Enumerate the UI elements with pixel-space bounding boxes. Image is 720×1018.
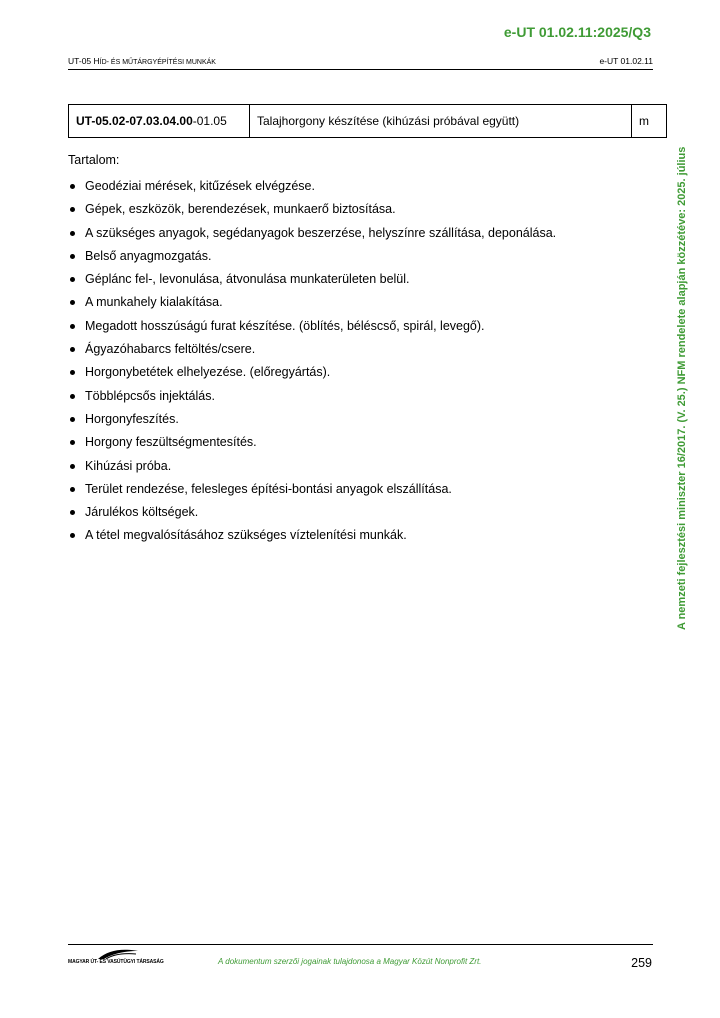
content-label: Tartalom:: [68, 153, 120, 167]
item-table: [68, 104, 667, 138]
list-item: Járulékos költségek.: [68, 503, 658, 526]
page-number: 259: [631, 956, 652, 970]
publication-note: A nemzeti fejlesztési miniszter 16/2017. (V. 25.) NFM rendelete alapján közzétéve: 2025. július: [676, 146, 688, 630]
item-unit: m: [632, 105, 667, 138]
item-code-cell: [69, 105, 250, 138]
list-item: Geodéziai mérések, kitűzések elvégzése.: [68, 177, 658, 200]
document-code: e-UT 01.02.11:2025/Q3: [503, 24, 651, 40]
list-item: Gépek, eszközök, berendezések, munkaerő biztosítása.: [68, 200, 658, 223]
list-item: Ágyazóhabarcs feltöltés/csere.: [68, 340, 658, 363]
item-description: Talajhorgony készítése (kihúzási próbával együtt): [250, 105, 632, 138]
list-item: Horgonyfeszítés.: [68, 410, 658, 433]
list-item: Megadott hosszúságú furat készítése. (öblítés, béléscső, spirál, levegő).: [68, 317, 658, 340]
list-item: Belső anyagmozgatás.: [68, 247, 658, 270]
footer-divider: [68, 944, 653, 945]
list-item: Kihúzási próba.: [68, 457, 658, 480]
header-doc-ref: e-UT 01.02.11: [599, 56, 653, 66]
society-logo: [68, 948, 168, 970]
list-item: A munkahely kialakítása.: [68, 293, 658, 316]
list-item: Többlépcsős injektálás.: [68, 387, 658, 410]
chapter-title-prefix: UT-05 H: [68, 56, 100, 66]
item-row: [69, 105, 667, 138]
item-code-suffix: -01.05: [192, 114, 227, 128]
chapter-title-rest: ÍD- ÉS MŰTÁRGYÉPÍTÉSI MUNKÁK: [99, 59, 216, 66]
content-list: [68, 177, 658, 550]
running-header: [68, 56, 653, 70]
list-item: Géplánc fel-, levonulása, átvonulása munkaterületen belül.: [68, 270, 658, 293]
copyright-notice: A dokumentum szerzői jogainak tulajdonosa a Magyar Közút Nonprofit Zrt.: [218, 957, 482, 966]
item-code: UT-05.02-07.03.04.00: [76, 114, 193, 128]
chapter-title: [68, 56, 216, 66]
logo-text: MAGYAR ÚT- ÉS VASÚTÜGYI TÁRSASÁG: [68, 959, 164, 965]
list-item: A tétel megvalósításához szükséges víztelenítési munkák.: [68, 526, 658, 549]
list-item: Horgony feszültségmentesítés.: [68, 433, 658, 456]
list-item: Terület rendezése, felesleges építési-bontási anyagok elszállítása.: [68, 480, 658, 503]
list-item: Horgonybetétek elhelyezése. (előregyártás).: [68, 363, 658, 386]
list-item: A szükséges anyagok, segédanyagok beszerzése, helyszínre szállítása, deponálása.: [68, 224, 658, 247]
